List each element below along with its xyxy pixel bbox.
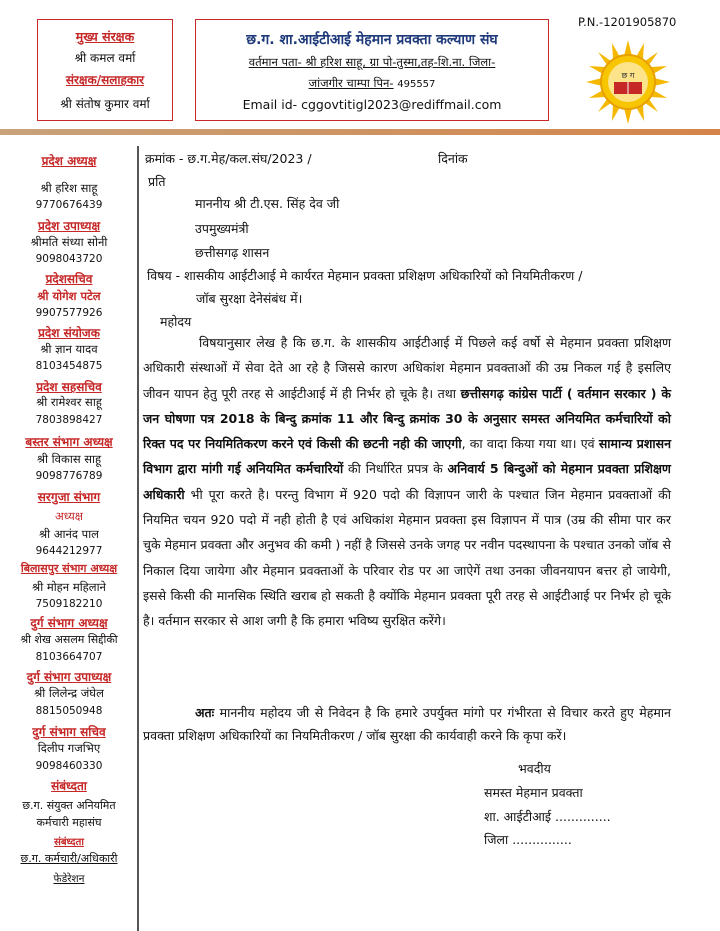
sidebar-name: श्री आनंद पाल	[39, 527, 99, 541]
org-logo	[584, 38, 672, 126]
sidebar-name: छ.ग. संयुक्त अनियमित	[22, 799, 116, 812]
sidebar-phone: 9770676439	[35, 199, 103, 211]
sidebar-phone: 9907577926	[35, 307, 103, 319]
p2-text: माननीय महोदय जी से निवेदन है कि हमारे उपर्युक्त मांगो पर गंभीरता से विचार करते हुए मेहमान प्रवक्ता प्रशिक्षण अधिकारियों का नियमितीकरण / जॉब सुरक्षा की कार्यवाही करने कि कृपा करें।	[143, 705, 671, 743]
sidebar-title: दुर्ग संभाग अध्यक्ष	[30, 616, 108, 630]
recipient-name: माननीय श्री टी.एस. सिंह देव जी	[195, 196, 340, 211]
sidebar-title: संबंध्दता	[51, 779, 87, 793]
subject-line1: विषय - शासकीय आईटीआई मे कार्यरत मेहमान प्रवक्ता प्रशिक्षण अधिकारियों को नियमितीकरण /	[147, 268, 583, 283]
sun-logo-icon	[584, 38, 672, 126]
p1-manifesto: छत्तीसगढ़ कांग्रेस पार्टी ( वर्तमान सरकार ) के जन घोषणा पत्र 2018 के बिन्दु क्रमांक 11 और बिन्दु क्रमांक 30 के अनुसार समस्त अनियमित कर्मचारियों को रिक्त पद पर नियमितिकरण करने एवं किसी की छटनी नही की जाएगी	[143, 385, 671, 452]
sidebar-phone: 8103454875	[35, 360, 103, 372]
p1-format: की निर्धारित प्रपत्र के	[348, 461, 443, 477]
p1-rest: भी पूरा करते है। परन्तु विभाग में 920 पदो की विज्ञापन जारी के पश्चात जिन मेहमान प्रवक्ताओं की नियमित चयन 920 पदो में नही होती है एवं अधिकांश मेहमान प्रवक्ता इस विज्ञापन में पात्र (उम्र की सीमा पार कर चुके मेहमान प्रवक्ता और अनुभव की कमी ) नहीं है जिससे उनके जगह पर नवीन पदस्थापना के पश्चात उनको जॉब से निकाल दिया जायेगा और मेहमान प्रवक्ताओं के परिवार रोड पर आ जाऐगें तथा उनका जीवनयापन बत्तर हो जायेगी, इससे किसी की मानसिक स्थिति खराब हो सकती है क्योंकि मेहमान प्रवक्ता पूरी तरह से आईटीआई पर निर्भर हो चूके है। वर्तमान सरकार से आश जगी है कि हमारा भविष्य सुरक्षित करेंगे।	[143, 486, 672, 629]
logo-text: छ ग	[621, 71, 635, 80]
p1-points: अनिवार्य 5 बिन्दुओं को मेहमान प्रवक्ता प्रशिक्षण अधिकारी	[143, 461, 671, 502]
signature-iti: शा. आईटीआई ..............	[484, 809, 611, 824]
sidebar-name: फेडेरेशन	[53, 873, 85, 885]
p1-gad: सामान्य प्रशासन विभाग द्वारा मांगी गई अनियमित कर्मचारियों	[143, 436, 672, 477]
patron-name: श्री कमल वर्मा	[74, 51, 136, 65]
sidebar-name: कर्मचारी महासंघ	[36, 816, 102, 829]
reference-number: क्रमांक - छ.ग.मेह/कल.संघ/2023 /	[145, 151, 312, 166]
sidebar-name: अध्यक्ष	[54, 509, 84, 523]
sidebar-name: श्री लिलेन्द्र जंघेल	[34, 686, 104, 700]
sidebar-phone: 9644212977	[35, 545, 103, 557]
org-header-box	[195, 19, 549, 121]
p2-lead: अतः	[195, 705, 215, 720]
sidebar-title: प्रदेशसचिव	[45, 272, 93, 286]
p1-promise: , का वादा किया गया था। एवं	[461, 436, 595, 452]
signature-group: समस्त मेहमान प्रवक्ता	[484, 785, 583, 800]
date-label: दिनांक	[438, 151, 468, 166]
body-paragraph-1	[143, 330, 671, 634]
org-address-line1: वर्तमान पता- श्री हरिश साहू, ग्रा पो-तुस्मा,तह-शि.ना. जिला-	[248, 55, 496, 69]
patron-title: मुख्य संरक्षक	[75, 29, 135, 44]
sidebar-title: बस्तर संभाग अध्यक्ष	[25, 435, 113, 449]
sidebar-name: श्री हरिश साहू	[40, 181, 98, 195]
sidebar-title: प्रदेश सहसचिव	[36, 380, 102, 394]
org-name: छ.ग. शा.आईटीआई मेहमान प्रवक्ता कल्याण संघ	[246, 32, 498, 48]
advisor-name: श्री संतोष कुमार वर्मा	[60, 97, 150, 111]
address-line2-text: जांजगीर चाम्पा पिन-	[308, 76, 394, 90]
body-paragraph-2	[143, 701, 671, 747]
signature-district: जिला ...............	[484, 832, 572, 847]
signature-regards: भवदीय	[518, 761, 551, 776]
sidebar-title: दुर्ग संभाग उपाध्यक्ष	[26, 670, 112, 684]
sidebar-phone: 9098043720	[35, 253, 103, 265]
recipient-office: छत्तीसगढ़ शासन	[195, 245, 270, 260]
sidebar-title: दुर्ग संभाग सचिव	[32, 725, 106, 739]
registration-number: P.N.-1201905870	[578, 15, 677, 29]
sidebar-title: सरगुजा संभाग	[37, 490, 101, 504]
recipient-designation: उपमुख्यमंत्री	[195, 221, 249, 236]
subject-line2: जॉब सुरक्षा देनेसंबंध में।	[196, 291, 303, 306]
sidebar-name: छ.ग. कर्मचारी/अधिकारी	[20, 852, 118, 865]
sidebar-name: श्री रामेश्वर साहू	[36, 395, 102, 409]
sidebar-title: प्रदेश अध्यक्ष	[41, 154, 97, 168]
sidebar-title: संबंध्दता	[54, 837, 84, 848]
sidebar-phone: 9098776789	[35, 470, 103, 482]
sidebar-name: श्री विकास साहू	[36, 452, 102, 466]
p1-intro: विषयानुसार लेख है कि छ.ग. के शासकीय आईटीआई में पिछले कई वर्षो से मेहमान प्रवक्ता प्रशिक्षण अधिकारी संस्थाओं में सेवा देते आ रहे है जिससे कारण अधिकांश मेहमान प्रवक्ताओं की उम्र निकल गई है इसलिए जीवन यापन हेतु पूरी तरह से आईटीआई में ही निर्भर हो चूके है। तथा	[143, 335, 671, 401]
sidebar-name: श्री योगेश पटेल	[37, 289, 101, 303]
sidebar-name: दिलीप गजभिए	[37, 741, 101, 755]
to-label: प्रति	[148, 174, 166, 189]
sidebar-phone: 8103664707	[35, 651, 103, 663]
sidebar	[0, 0, 138, 931]
sidebar-name: श्री ज्ञान यादव	[40, 342, 98, 356]
sidebar-phone: 7803898427	[35, 414, 103, 426]
sidebar-name: श्री शेख असलम सिद्दीकी	[20, 633, 118, 646]
sidebar-title: प्रदेश संयोजक	[38, 326, 100, 340]
sidebar-title: बिलासपुर संभाग अध्यक्ष	[20, 562, 118, 575]
salutation: महोदय	[160, 314, 192, 329]
advisor-title: संरक्षक/सलाहकार	[65, 73, 145, 87]
org-email: Email id- cggovtitigl2023@rediffmail.com	[242, 97, 502, 112]
sidebar-phone: 8815050948	[35, 705, 103, 717]
address-pin: 495557	[397, 79, 436, 90]
org-address-line2	[196, 76, 548, 91]
sidebar-title: प्रदेश उपाध्यक्ष	[37, 219, 101, 233]
sidebar-name: श्रीमति संध्या सोनी	[30, 235, 108, 249]
sidebar-phone: 7509182210	[35, 598, 103, 610]
sidebar-phone: 9098460330	[35, 760, 103, 772]
sidebar-name: श्री मोहन महिलाने	[32, 580, 106, 594]
